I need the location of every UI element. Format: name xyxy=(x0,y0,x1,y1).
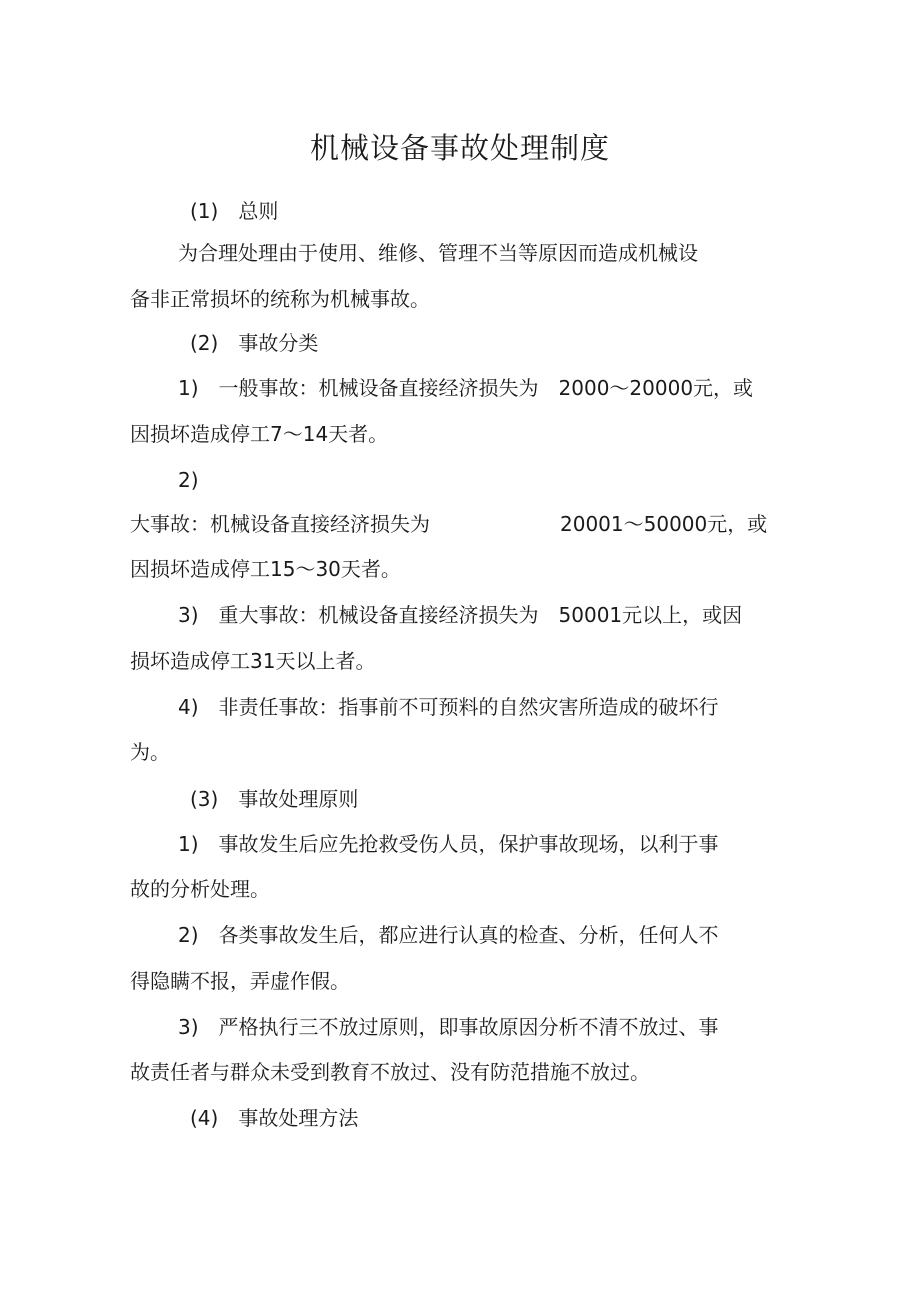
paragraph-line: 2) xyxy=(178,468,199,492)
paragraph-line: 2) 各类事故发生后，都应进行认真的检查、分析，任何人不 xyxy=(178,923,719,947)
paragraph-line: 损坏造成停工31天以上者。 xyxy=(130,649,376,673)
paragraph-line: 故责任者与群众未受到教育不放过、没有防范措施不放过。 xyxy=(130,1060,650,1084)
paragraph-line: 1) 事故发生后应先抢救受伤人员，保护事故现场，以利于事 xyxy=(178,832,719,856)
paragraph-line: 故的分析处理。 xyxy=(130,877,270,901)
section-heading-principles: (3) 事故处理原则 xyxy=(190,787,359,811)
paragraph-line: 为。 xyxy=(130,740,170,764)
paragraph-line: 得隐瞒不报，弄虚作假。 xyxy=(130,969,350,993)
document-title: 机械设备事故处理制度 xyxy=(309,131,610,165)
paragraph-line: 20001～50000元，或 xyxy=(560,512,768,536)
paragraph-line: 为合理处理由于使用、维修、管理不当等原因而造成机械设 xyxy=(178,241,698,265)
paragraph-line: 3) 重大事故：机械设备直接经济损失为 50001元以上，或因 xyxy=(178,603,743,627)
paragraph-line: 1) 一般事故：机械设备直接经济损失为 2000～20000元，或 xyxy=(178,376,754,400)
section-heading-methods: (4) 事故处理方法 xyxy=(190,1106,359,1130)
paragraph-line: 因损坏造成停工15～30天者。 xyxy=(130,557,401,581)
paragraph-line: 4) 非责任事故：指事前不可预料的自然灾害所造成的破坏行 xyxy=(178,695,719,719)
paragraph-line: 3) 严格执行三不放过原则，即事故原因分析不清不放过、事 xyxy=(178,1015,719,1039)
section-heading-classification: (2) 事故分类 xyxy=(190,331,319,355)
section-heading-general: (1) 总则 xyxy=(190,199,279,223)
paragraph-line: 备非正常损坏的统称为机械事故。 xyxy=(130,287,430,311)
paragraph-line: 大事故：机械设备直接经济损失为 xyxy=(130,512,430,536)
paragraph-line: 因损坏造成停工7～14天者。 xyxy=(130,422,389,446)
